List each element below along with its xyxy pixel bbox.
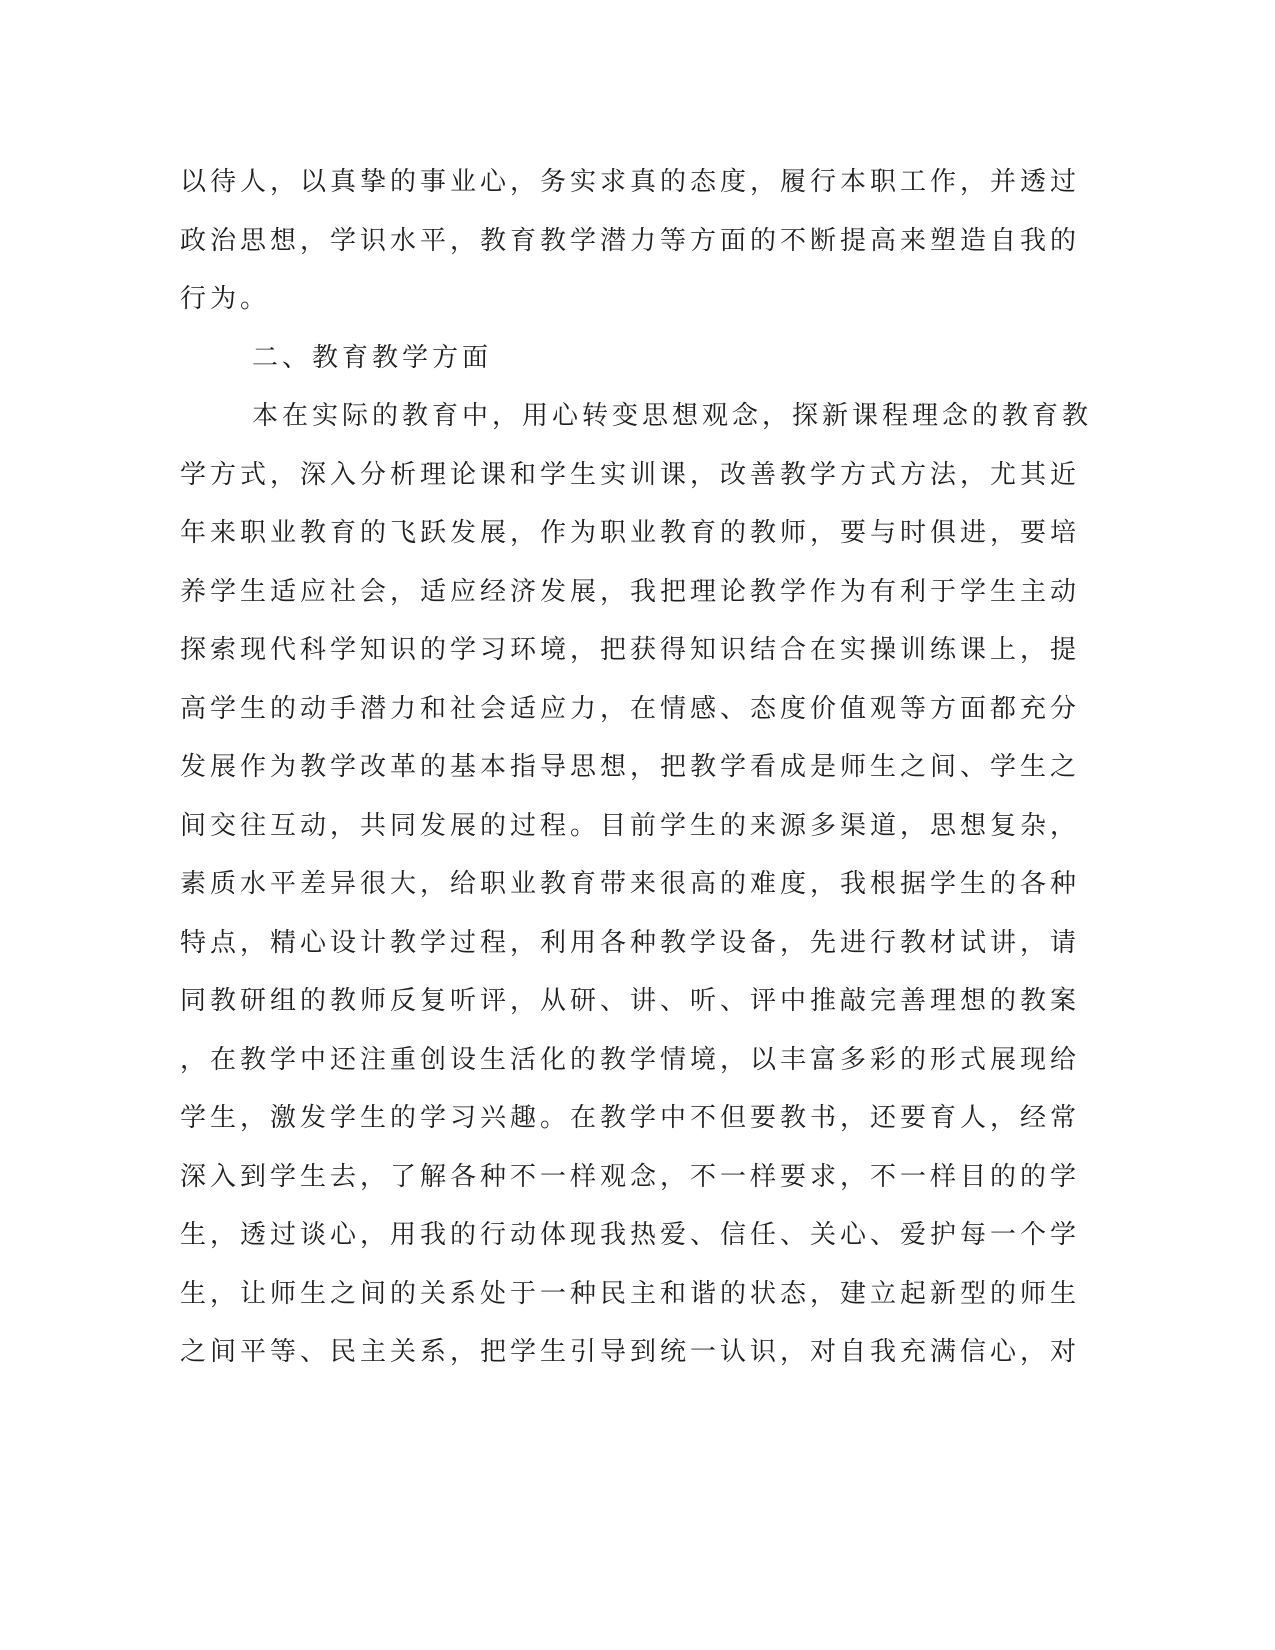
text-line: 素质水平差异很大，给职业教育带来很高的难度，我根据学生的各种 <box>180 869 1081 899</box>
text-line: 行为。 <box>180 284 271 314</box>
document-body <box>180 160 1093 1389</box>
text-line: 间交往互动，共同发展的过程。目前学生的来源多渠道，思想复杂， <box>180 810 1081 841</box>
text-line: 年来职业教育的飞跃发展，作为职业教育的教师，要与时俱进，要培 <box>180 518 1081 548</box>
text-line: 特点，精心设计教学过程，利用各种教学设备，先进行教材试讲，请 <box>180 927 1081 958</box>
text-line: 学方式，深入分析理论课和学生实训课，改善教学方式方法，尤其近 <box>180 459 1081 490</box>
text-line: 之间平等、民主关系，把学生引导到统一认识，对自我充满信心，对 <box>180 1337 1081 1367</box>
paragraph-first-line: 本在实际的教育中，用心转变思想观念，探新课程理念的教育教 <box>252 401 1093 431</box>
text-line: 政治思想，学识水平，教育教学潜力等方面的不断提高来塑造自我的 <box>180 225 1081 256</box>
text-line: 深入到学生去，了解各种不一样观念，不一样要求，不一样目的的学 <box>180 1161 1081 1192</box>
text-line: 发展作为教学改革的基本指导思想，把教学看成是师生之间、学生之 <box>180 752 1081 782</box>
text-line: 探索现代科学知识的学习环境，把获得知识结合在实操训练课上，提 <box>180 635 1081 665</box>
text-line: 生，让师生之间的关系处于一种民主和谐的状态，建立起新型的师生 <box>180 1278 1081 1309</box>
text-line: 学生，激发学生的学习兴趣。在教学中不但要教书，还要育人，经常 <box>180 1103 1081 1133</box>
text-line: 养学生适应社会，适应经济发展，我把理论教学作为有利于学生主动 <box>180 576 1081 607</box>
text-line: 生，透过谈心，用我的行动体现我热爱、信任、关心、爱护每一个学 <box>180 1220 1081 1250</box>
text-line: 高学生的动手潜力和社会适应力，在情感、态度价值观等方面都充分 <box>180 693 1081 724</box>
section-heading: 二、教育教学方面 <box>252 342 493 373</box>
text-line: ，在教学中还注重创设生活化的教学情境，以丰富多彩的形式展现给 <box>180 1044 1081 1075</box>
text-line: 以待人，以真挚的事业心，务实求真的态度，履行本职工作，并透过 <box>180 167 1081 197</box>
text-line: 同教研组的教师反复听评，从研、讲、听、评中推敲完善理想的教案 <box>180 986 1081 1016</box>
